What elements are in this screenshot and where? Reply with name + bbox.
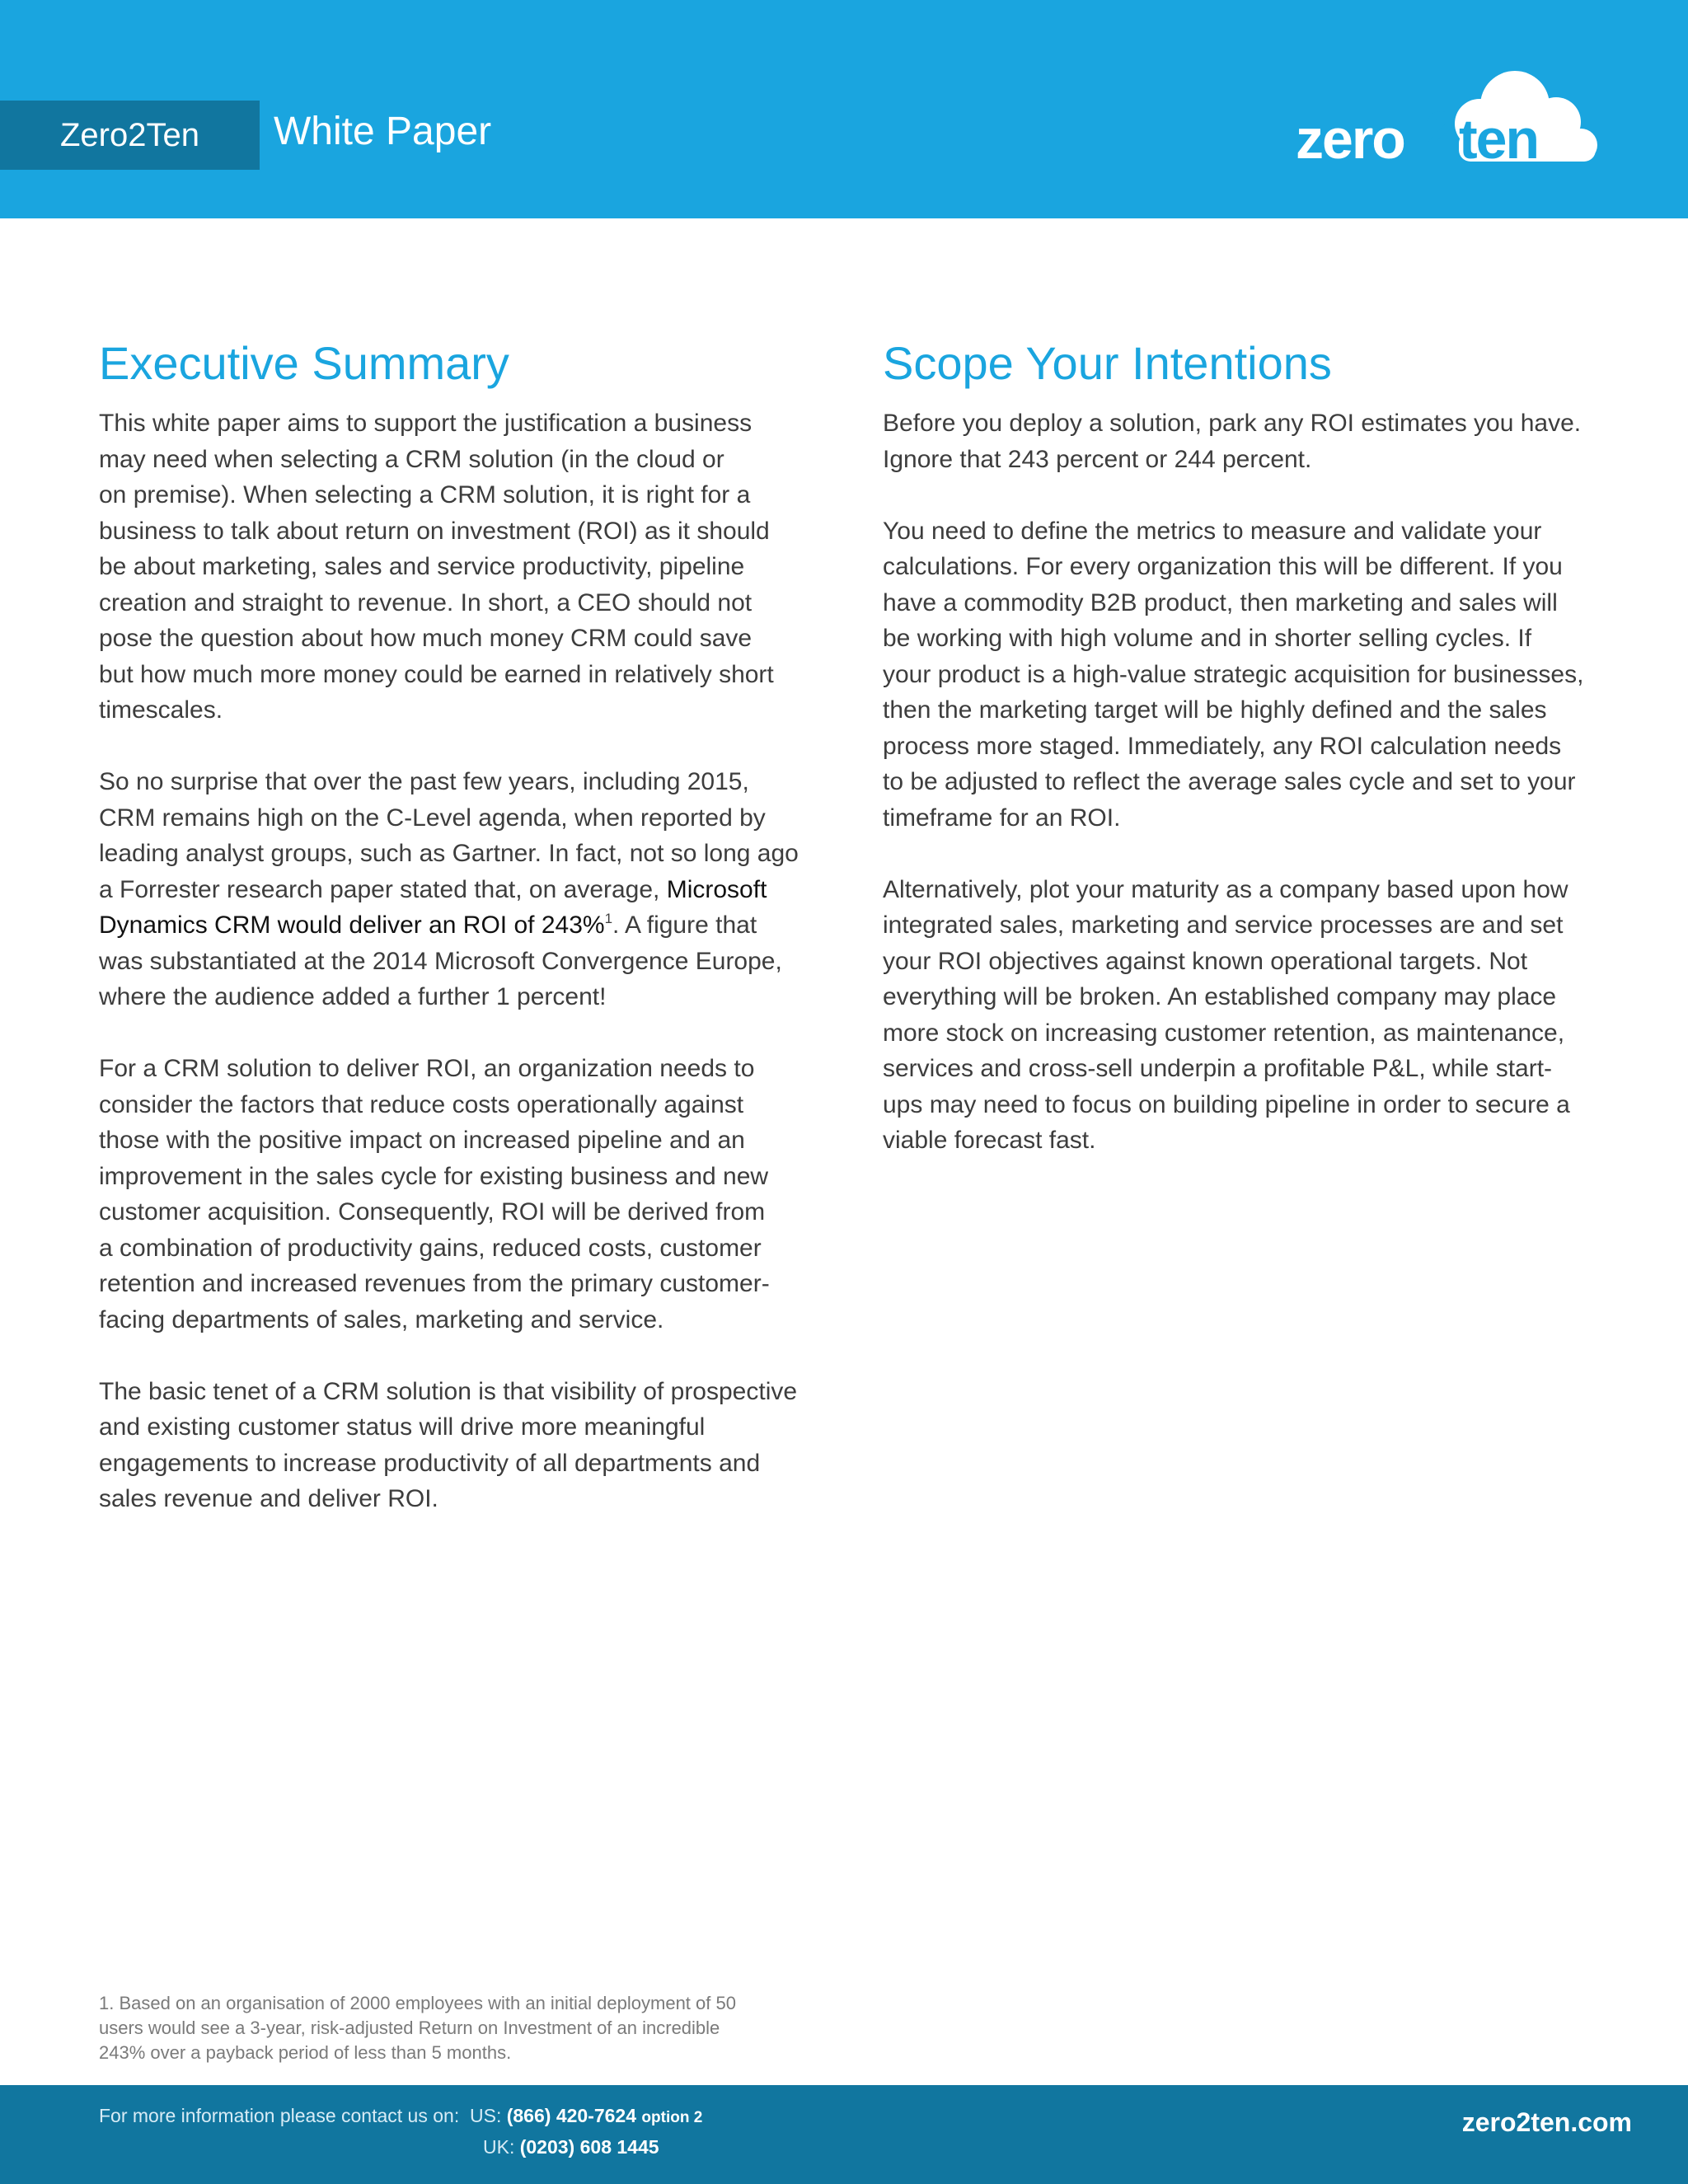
executive-summary-column bbox=[99, 330, 816, 1553]
svg-text:zero: zero bbox=[1296, 108, 1404, 171]
executive-summary-paragraph-1: This white paper aims to support the justification a business may need when selecting a CRM solution (in the cloud or on premise). When selecting a CRM solution, it is right for a business to talk about return on investment (ROI) as it should be about marketing, sales and service productivity, pipeline creation and straight to revenue. In short, a CEO should not pose the question about how much money CRM could save but how much more money could be earned in relatively short timescales. bbox=[99, 410, 774, 724]
scope-intentions-paragraph-3: Alternatively, plot your maturity as a company based upon how integrated sales, marketing and service processes are and set your ROI objectives against known operational targets. Not everything will be broken. An established company may place more stock on increasing customer retention, as maintenance, services and cross-sell underpin a profitable P&L, while start- ups may need to focus on building pipeline in order to secure a viable forecast fast. bbox=[883, 875, 1570, 1154]
contact-uk-line bbox=[483, 2135, 659, 2159]
footnote-reference: 1 bbox=[604, 911, 613, 926]
scope-intentions-paragraph-2: You need to define the metrics to measure and validate your calculations. For every organization this will be different. If you have a commodity B2B product, then marketing and sales will be working with high volume and in shorter selling cycles. If your product is a high-value strategic acquisition for businesses, then the marketing target will be highly defined and the sales process more staged. Immediately, any ROI calculation needs to be adjusted to reflect the average sales cycle and set to your timeframe for an ROI. bbox=[883, 517, 1584, 832]
executive-summary-paragraph-3: For a CRM solution to deliver ROI, an organization needs to consider the factors that reduce costs operationally against those with the positive impact on increased pipeline and an improvement in the sales cycle for existing business and new customer acquisition. Consequently, ROI will be derived from a combination of productivity gains, reduced costs, customer retention and increased revenues from the primary customer- facing departments of sales, marketing and service. bbox=[99, 1055, 770, 1333]
brand-tab bbox=[0, 101, 260, 170]
page-footer bbox=[0, 2085, 1688, 2184]
svg-text:ten: ten bbox=[1459, 108, 1538, 171]
zero2ten-logo bbox=[1294, 66, 1599, 173]
scope-intentions-paragraph-1: Before you deploy a solution, park any ROI estimates you have. Ignore that 243 percent or 244 percent. bbox=[883, 410, 1582, 473]
executive-summary-paragraph-4: The basic tenet of a CRM solution is that visibility of prospective and existing customer status will drive more meaningful engagements to increase productivity of all departments and sales revenue and deliver ROI. bbox=[99, 1377, 798, 1512]
us-phone-option: option 2 bbox=[641, 2109, 703, 2126]
uk-label: UK: bbox=[483, 2136, 515, 2158]
scope-intentions-column bbox=[883, 330, 1608, 1194]
page-header bbox=[0, 0, 1688, 218]
contact-us-line bbox=[99, 2103, 702, 2130]
website-link[interactable]: zero2ten.com bbox=[1461, 2107, 1632, 2137]
executive-summary-heading: Executive Summary bbox=[99, 337, 509, 389]
svg-text:2: 2 bbox=[1426, 101, 1456, 160]
scope-intentions-heading: Scope Your Intentions bbox=[883, 337, 1332, 389]
uk-phone-number[interactable]: (0203) 608 1445 bbox=[519, 2136, 659, 2158]
us-phone-number[interactable]: (866) 420-7624 bbox=[506, 2105, 637, 2126]
contact-prefix: For more information please contact us on: bbox=[99, 2105, 460, 2126]
brand-name: Zero2Ten bbox=[60, 116, 199, 153]
footnote: 1. Based on an organisation of 2000 employees with an initial deployment of 50 users would see a 3-year, risk-adjusted Return on Investment of an incredible 243% over a payback period of less than 5 months. bbox=[99, 1993, 736, 2063]
document-type: White Paper bbox=[274, 110, 492, 153]
roi-highlight: Microsoft bbox=[666, 875, 767, 903]
executive-summary-paragraph-2: So no surprise that over the past few years, including 2015, CRM remains high on the C-Level agenda, when reported by leading analyst groups, such as Gartner. In fact, not so long ago a Forrester research paper stated that, on average, Microsoft Dynamics CRM would deliver an ROI of 243%$^1$. A figure that was substantiated at the 2014 Microsoft Convergence Europe, where the audience added a further 1 percent! bbox=[99, 768, 799, 1010]
roi-highlight-continued: Dynamics CRM would deliver an ROI of 243% bbox=[99, 912, 605, 939]
us-label: US: bbox=[470, 2105, 502, 2126]
